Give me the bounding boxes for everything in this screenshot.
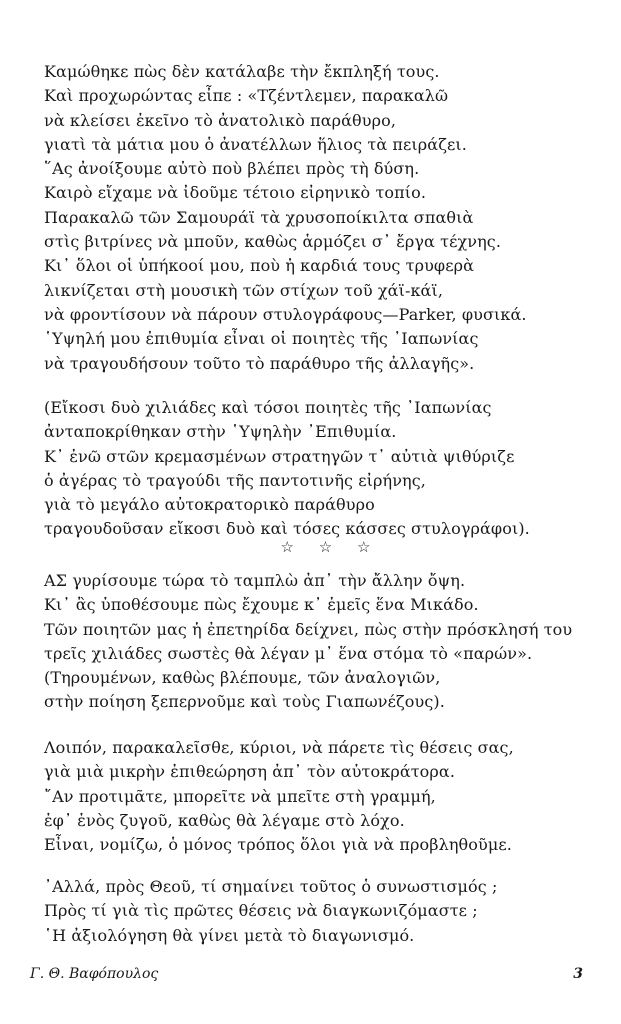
poem-line: ῎Αν προτιμᾶτε, μπορεῖτε νὰ μπεῖτε στὴ γραμμή, (44, 786, 436, 806)
stanza (44, 875, 604, 948)
footer-author: Γ. Θ. Βαφόπουλος (30, 966, 159, 982)
poem-line: Κι᾽ ἂς ὑποθέσουμε πὼς ἔχουμε κ᾽ ἐμεῖς ἕνα Μικάδο. (44, 595, 479, 615)
poem-line: νὰ φροντίσουν νὰ πάρουν στυλογράφους—Parker, φυσικά. (44, 304, 527, 324)
poem-line: ᾽Αλλά, πρὸς Θεοῦ, τί σημαίνει τοῦτος ὁ συνωστισμός ; (44, 877, 498, 896)
poem-line: τρεῖς χιλιάδες σωστὲς θὰ λέγαν μ᾽ ἕνα στόμα τὸ «παρών». (44, 643, 533, 663)
poem-line: Παρακαλῶ τῶν Σαμουράϊ τὰ χρυσοποίκιλτα σπαθιὰ (44, 207, 474, 227)
stanza (44, 60, 604, 376)
poem-line: Τῶν ποιητῶν μας ἡ ἐπετηρίδα δείχνει, πὼς στὴν πρόσκλησή του (44, 619, 573, 639)
poem-line: νὰ τραγουδήσουν τοῦτο τὸ παράθυρο τῆς ἀλλαγῆς». (44, 353, 475, 373)
poem-line: Κ᾽ ἐνῶ στῶν κρεμασμένων στρατηγῶν τ᾽ αὐτιὰ ψιθύριζε (44, 446, 515, 466)
poem-line: γιὰ τὸ μεγάλο αὐτοκρατορικὸ παράθυρο (44, 495, 375, 515)
poem-line: Λοιπόν, παρακαλεῖσθε, κύριοι, νὰ πάρετε τὶς θέσεις σας, (44, 738, 514, 757)
poem-line: στὶς βιτρίνες νὰ μποῦν, καθὼς ἁρμόζει σ᾽ ἔργα τέχνης. (44, 232, 502, 252)
section-separator-stars: ☆ ☆ ☆ (280, 538, 381, 556)
page-number: 3 (573, 966, 583, 982)
poem-line: ἐφ᾽ ἑνὸς ζυγοῦ, καθὼς θὰ λέγαμε στὸ λόχο. (44, 810, 405, 830)
poem-line: Κι᾽ ὅλοι οἱ ὑπήκοοί μου, ποὺ ἡ καρδιά τους τρυφερὰ (44, 256, 475, 276)
poem-line: ῾Η ἀξιολόγηση θὰ γίνει μετὰ τὸ διαγωνισμό. (44, 925, 415, 945)
stanza (44, 569, 604, 715)
poem-line: ἀνταποκρίθηκαν στὴν ῾Υψηλὴν ᾽Επιθυμία. (44, 422, 397, 442)
poem-line: Καὶ προχωρώντας εἶπε : «Τζέντλεμεν, παρακαλῶ (44, 86, 449, 106)
poem-line: Καιρὸ εἴχαμε νὰ ἰδοῦμε τέτοιο εἰρηνικὸ τοπίο. (44, 183, 427, 203)
poem-line: νὰ κλείσει ἐκεῖνο τὸ ἀνατολικὸ παράθυρο, (44, 110, 397, 130)
stanza (44, 736, 604, 857)
poem-line: ῾Υψηλή μου ἐπιθυμία εἶναι οἱ ποιητὲς τῆς ᾽Ιαπωνίας (44, 329, 479, 349)
stanza (44, 396, 604, 542)
poem-line: στὴν ποίηση ξεπερνοῦμε καὶ τοὺς Γιαπωνέζους). (44, 692, 445, 712)
poem-line: Εἶναι, νομίζω, ὁ μόνος τρόπος ὅλοι γιὰ νὰ προβληθοῦμε. (44, 835, 512, 855)
poem-line: γιὰ μιὰ μικρὴν ἐπιθεώρηση ἀπ᾽ τὸν αὐτοκράτορα. (44, 762, 456, 782)
poem-line: ὁ ἀγέρας τὸ τραγούδι τῆς παντοτινῆς εἰρήνης, (44, 470, 426, 490)
poem-line: γιατὶ τὰ μάτια μου ὁ ἀνατέλλων ἥλιος τὰ πειράζει. (44, 134, 467, 154)
poem-line: (Εἴκοσι δυὸ χιλιάδες καὶ τόσοι ποιητὲς τῆς ᾽Ιαπωνίας (44, 398, 492, 417)
poem-line: ΑΣ γυρίσουμε τώρα τὸ ταμπλὼ ἀπ᾽ τὴν ἄλλην ὄψη. (44, 571, 466, 590)
poem-line: Καμώθηκε πὼς δὲν κατάλαβε τὴν ἔκπληξή τους. (44, 62, 440, 81)
poem-line: λικνίζεται στὴ μουσικὴ τῶν στίχων τοῦ χάϊ-κάϊ, (44, 280, 444, 300)
poem-line: τραγουδοῦσαν εἴκοσι δυὸ καὶ τόσες κάσσες στυλογράφοι). (44, 519, 530, 539)
poem-line: Πρὸς τί γιὰ τὶς πρῶτες θέσεις νὰ διαγκωνιζόμαστε ; (44, 901, 478, 921)
poem-line: (Τηρουμένων, καθὼς βλέπουμε, τῶν ἀναλογιῶν, (44, 668, 441, 688)
poem-line: ῞Ας ἀνοίξουμε αὐτὸ ποὺ βλέπει πρὸς τὴ δύση. (44, 159, 420, 179)
